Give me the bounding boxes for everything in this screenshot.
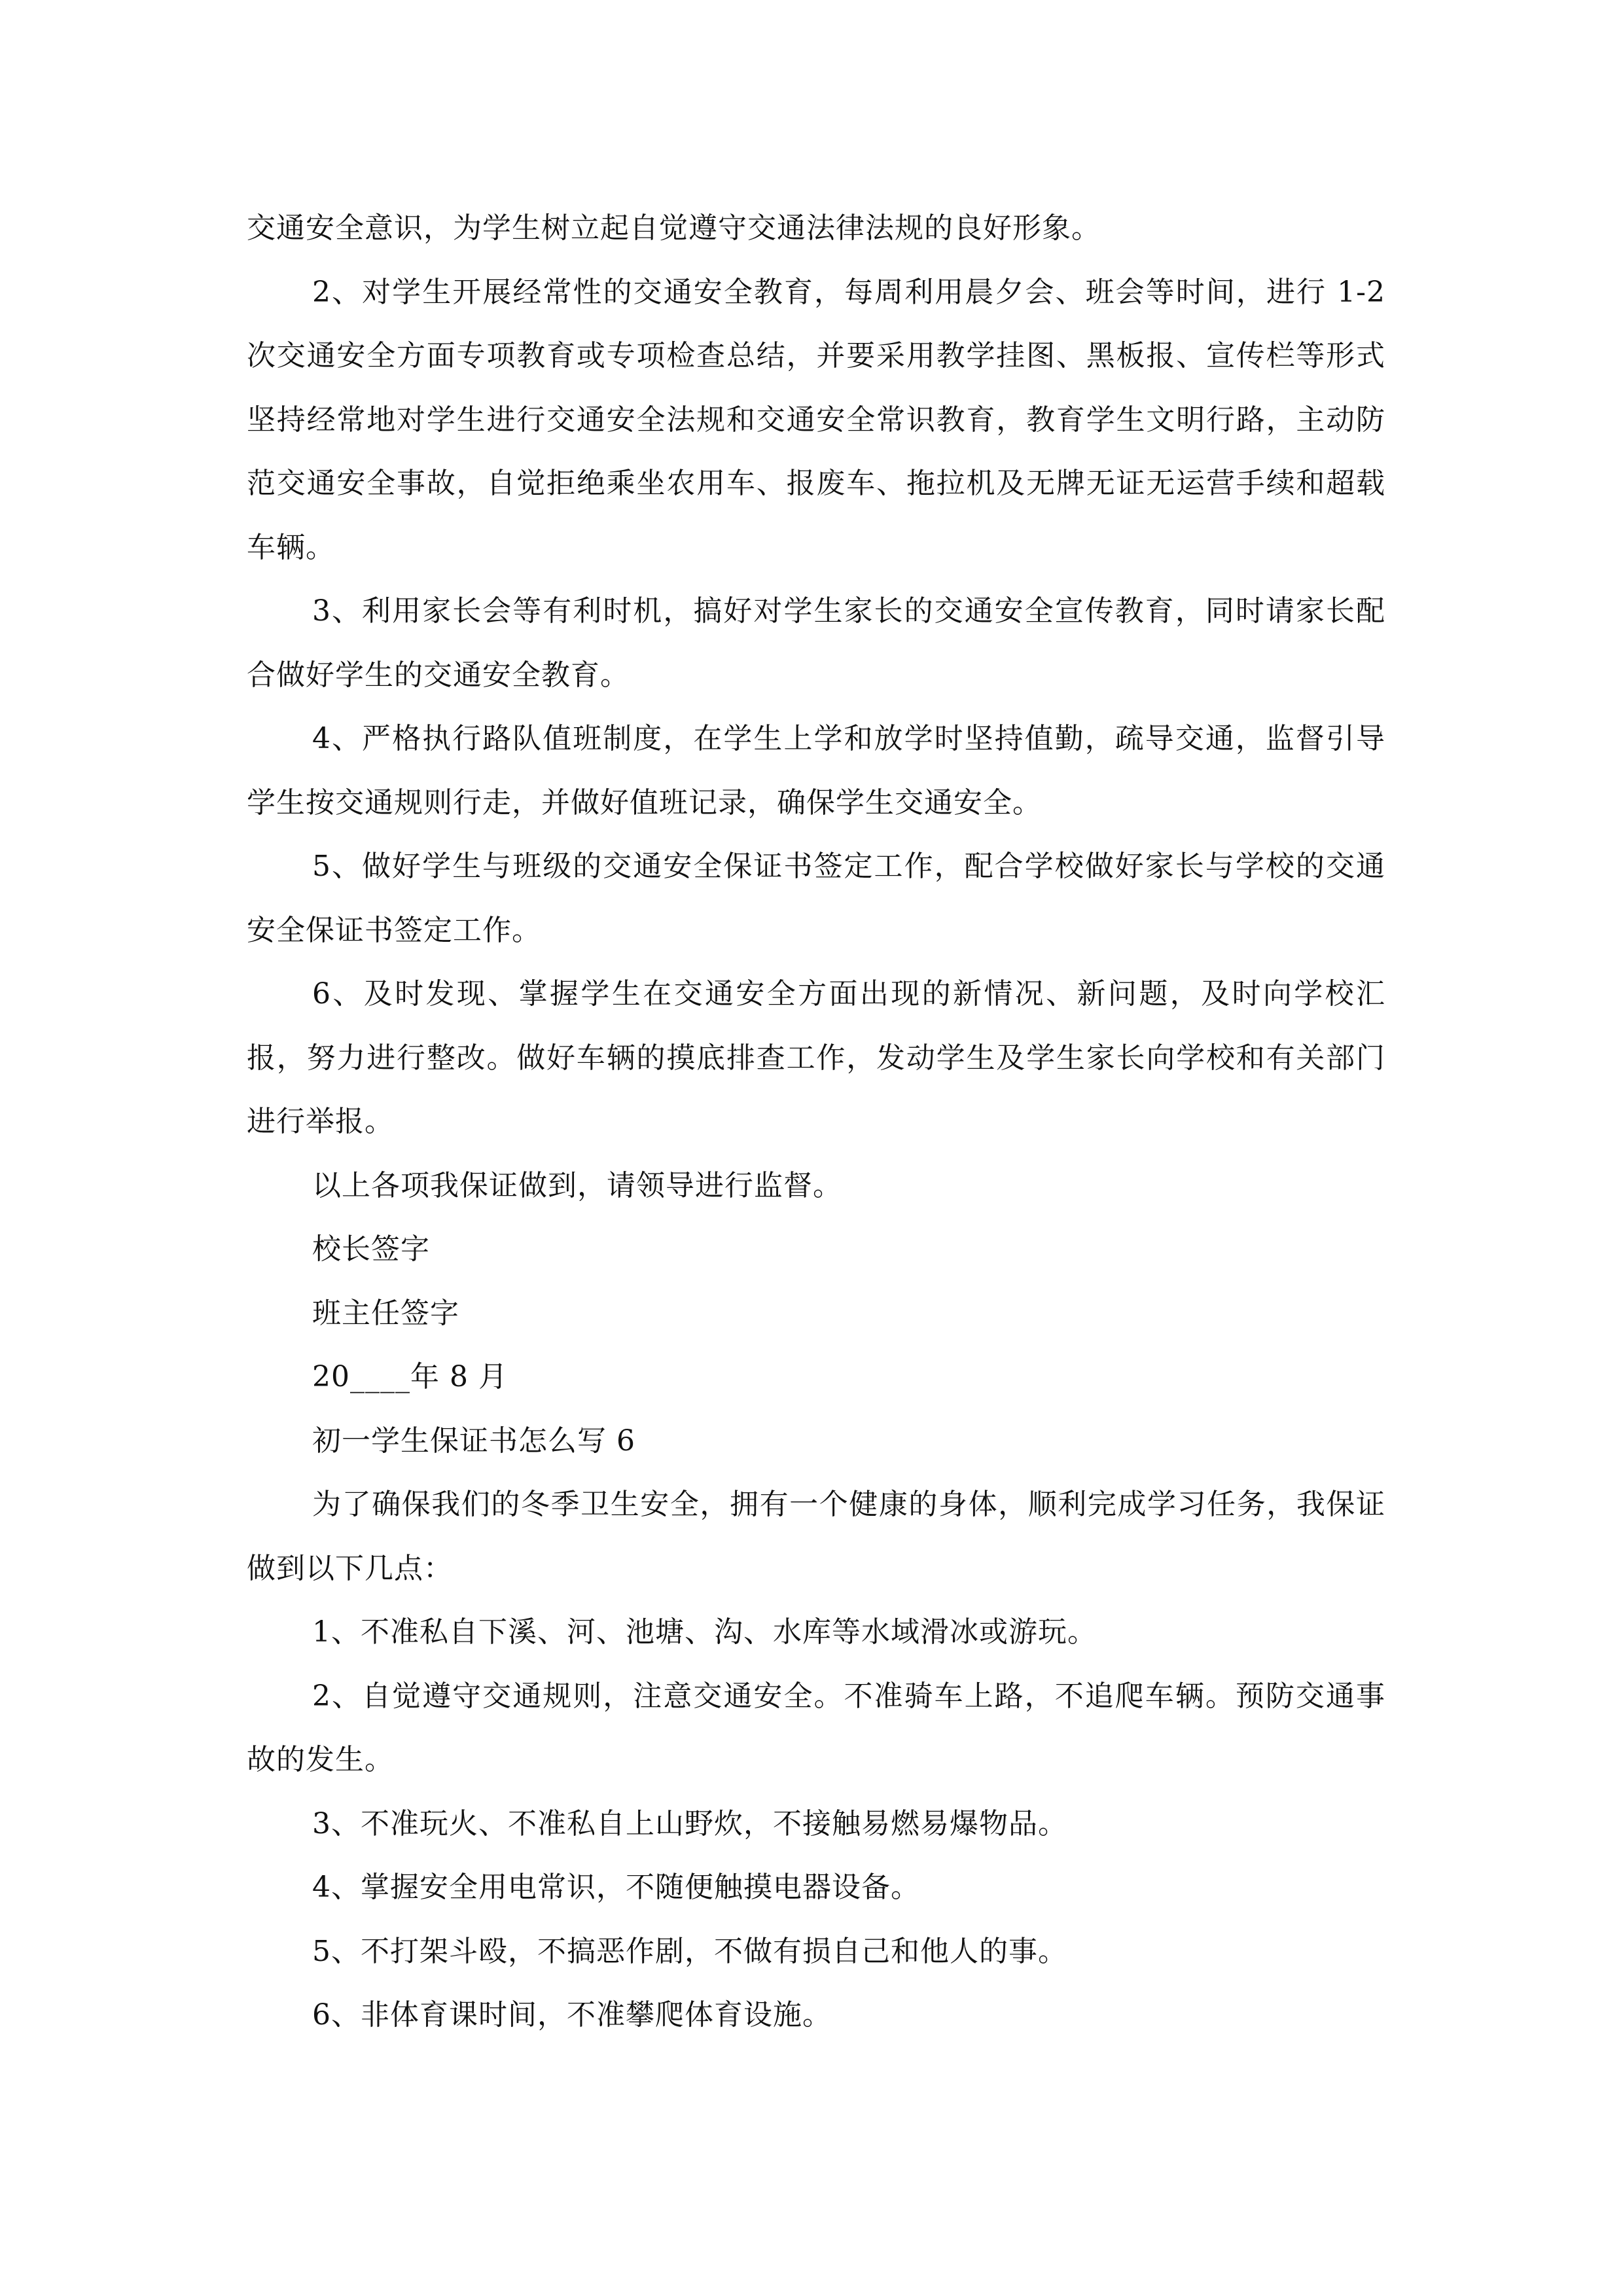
section-title: 初一学生保证书怎么写 6	[312, 1424, 635, 1458]
list-item: 2、自觉遵守交通规则，注意交通安全。不准骑车上路，不追爬车辆。预防交通事故的发生。	[247, 1679, 1385, 1776]
paragraph-item-4: 4、严格执行路队值班制度，在学生上学和放学时坚持值勤，疏导交通，监督引导学生按交通规则行走，并做好值班记录，确保学生交通安全。	[247, 722, 1385, 819]
section-intro: 为了确保我们的冬季卫生安全，拥有一个健康的身体，顺利完成学习任务，我保证做到以下几点：	[247, 1488, 1385, 1585]
closing-statement: 以上各项我保证做到，请领导进行监督。	[312, 1168, 842, 1202]
paragraph-item-3: 3、利用家长会等有利时机，搞好对学生家长的交通安全宣传教育，同时请家长配合做好学生的交通安全教育。	[247, 594, 1385, 692]
list-item: 5、不打架斗殴，不搞恶作剧，不做有损自己和他人的事。	[312, 1934, 1067, 1968]
list-item: 1、不准私自下溪、河、池塘、沟、水库等水域滑冰或游玩。	[312, 1615, 1097, 1649]
document-body	[247, 196, 1385, 2047]
paragraph-item-6: 6、及时发现、掌握学生在交通安全方面出现的新情况、新问题，及时向学校汇报，努力进行整改。做好车辆的摸底排查工作，发动学生及学生家长向学校和有关部门进行举报。	[247, 977, 1385, 1138]
paragraph-item-2: 2、对学生开展经常性的交通安全教育，每周利用晨夕会、班会等时间，进行 1-2 次交通安全方面专项教育或专项检查总结，并要采用教学挂图、黑板报、宣传栏等形式坚持经常地对学生进行交通安全法规和交通安全常识教育，教育学生文明行路，主动防范交通安全事故，自觉拒绝乘坐农用车、报废车、拖拉机及无牌无证无运营手续和超载车辆。	[247, 275, 1385, 564]
paragraph-continuation: 交通安全意识，为学生树立起自觉遵守交通法律法规的良好形象。	[247, 211, 1101, 245]
teacher-signature-label: 班主任签字	[312, 1296, 459, 1330]
list-item: 4、掌握安全用电常识，不随便触摸电器设备。	[312, 1871, 920, 1904]
paragraph-item-5: 5、做好学生与班级的交通安全保证书签定工作，配合学校做好家长与学校的交通安全保证书签定工作。	[247, 850, 1385, 947]
principal-signature-label: 校长签字	[312, 1232, 430, 1266]
date-line: 20____年 8 月	[312, 1360, 508, 1393]
list-item: 3、不准玩火、不准私自上山野炊，不接触易燃易爆物品。	[312, 1806, 1067, 1840]
list-item: 6、非体育课时间，不准攀爬体育设施。	[312, 1998, 832, 2032]
